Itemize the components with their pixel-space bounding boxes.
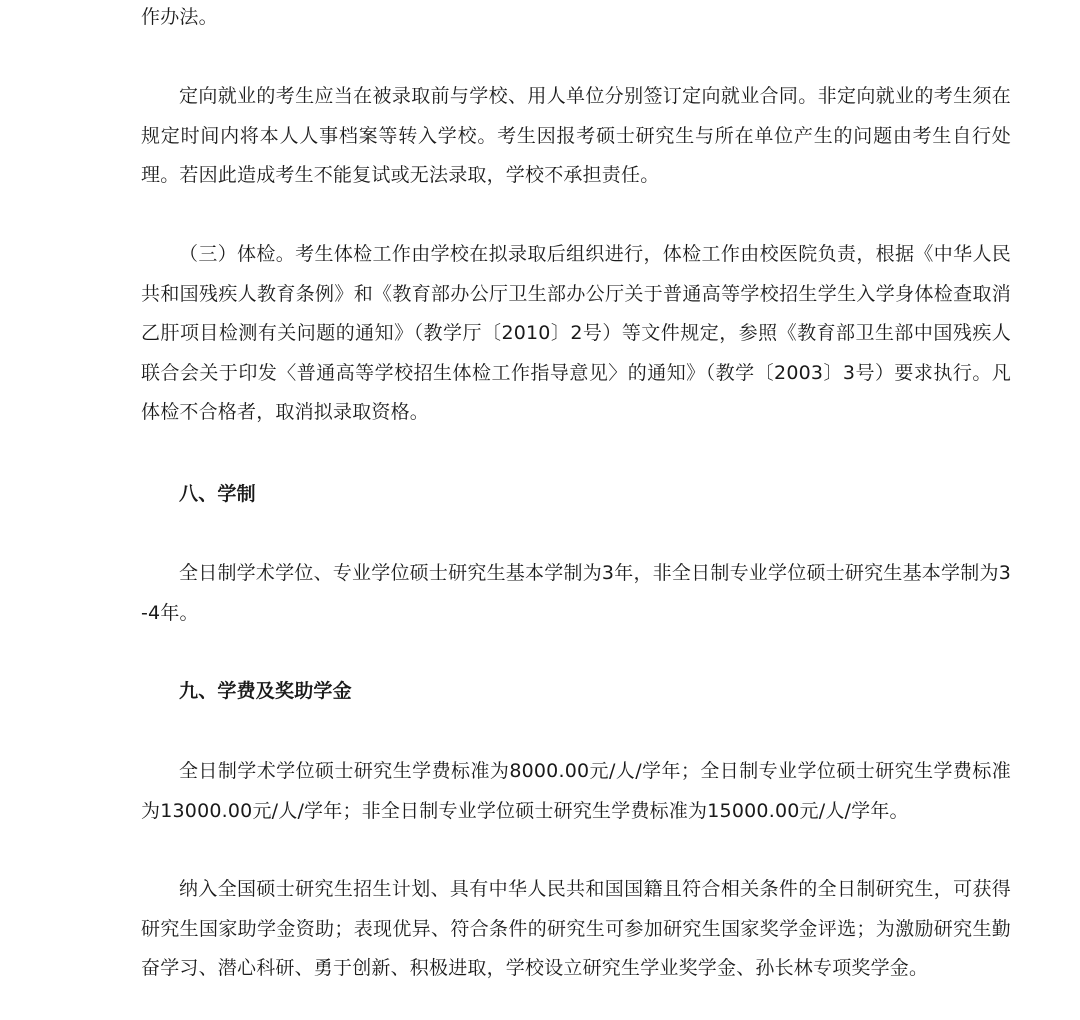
paragraph-fragment: 作办法。	[141, 6, 218, 28]
paragraph-targeted-employment: 定向就业的考生应当在被录取前与学校、用人单位分别签订定向就业合同。非定向就业的考生须在规定时间内将本人人事档案等转入学校。考生因报考硕士研究生与所在单位产生的问题由考生自行处理。若因此造成考生不能复试或无法录取，学校不承担责任。	[141, 85, 1011, 186]
section-heading-tuition: 九、学费及奖助学金	[179, 680, 352, 702]
section-heading-duration: 八、学制	[179, 483, 256, 505]
paragraph-duration: 全日制学术学位、专业学位硕士研究生基本学制为3年，非全日制专业学位硕士研究生基本学制为3-4年。	[141, 562, 1011, 624]
paragraph-scholarships: 纳入全国硕士研究生招生计划、具有中华人民共和国国籍且符合相关条件的全日制研究生，可获得研究生国家助学金资助；表现优异、符合条件的研究生可参加研究生国家奖学金评选；为激励研究生勤奋学习、潜心科研、勇于创新、积极进取，学校设立研究生学业奖学金、孙长林专项奖学金。	[141, 878, 1011, 979]
paragraph-physical-exam: （三）体检。考生体检工作由学校在拟录取后组织进行，体检工作由校医院负责，根据《中华人民共和国残疾人教育条例》和《教育部办公厅卫生部办公厅关于普通高等学校招生学生入学身体检查取消乙肝项目检测有关问题的通知》（教学厅〔2010〕2号）等文件规定，参照《教育部卫生部中国残疾人联合会关于印发〈普通高等学校招生体检工作指导意见〉的通知》（教学〔2003〕3号）要求执行。凡体检不合格者，取消拟录取资格。	[141, 243, 1011, 423]
paragraph-tuition: 全日制学术学位硕士研究生学费标准为8000.00元/人/学年；全日制专业学位硕士研究生学费标准为13000.00元/人/学年；非全日制专业学位硕士研究生学费标准为15000.00元/人/学年。	[141, 760, 1011, 822]
